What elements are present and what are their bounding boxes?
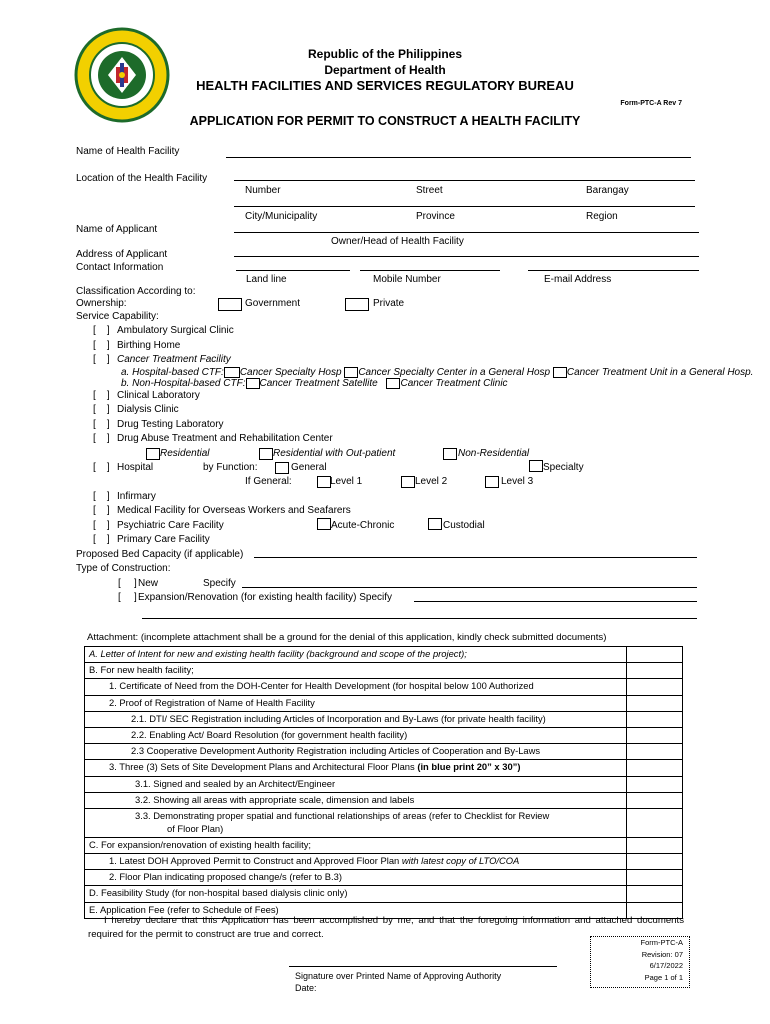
province-label: Province bbox=[416, 211, 455, 222]
attach-check-a[interactable] bbox=[627, 647, 683, 663]
attach-check-b33[interactable] bbox=[627, 808, 683, 837]
signature-date: Date: bbox=[295, 983, 317, 993]
attach-check-b[interactable] bbox=[627, 663, 683, 679]
level1-checkbox[interactable] bbox=[317, 476, 331, 488]
government-label: Government bbox=[245, 298, 301, 309]
private-label: Private bbox=[373, 298, 405, 309]
table-row bbox=[85, 711, 683, 727]
cancer-a2-label: Cancer Specialty Center in a General Hosp bbox=[358, 367, 551, 379]
attach-lto: with latest copy of LTO/COA bbox=[401, 855, 520, 867]
header-republic: Republic of the Philippines bbox=[307, 47, 462, 61]
construction-new-bracket-open[interactable]: [ bbox=[118, 578, 121, 589]
attach-row-b33: 3.3. Demonstrating proper spatial and functional relationships of areas (refer to Checklist for Review bbox=[135, 809, 550, 821]
custodial-checkbox[interactable] bbox=[428, 518, 442, 530]
bed-capacity-label: Proposed Bed Capacity (if applicable) bbox=[76, 549, 244, 560]
cancer-a3-checkbox[interactable] bbox=[553, 367, 567, 378]
attach-row-b2: 2. Proof of Registration of Name of Health Facility bbox=[85, 695, 627, 711]
table-row bbox=[85, 647, 683, 663]
cancer-a1-checkbox[interactable] bbox=[224, 367, 240, 378]
city-input[interactable] bbox=[234, 206, 695, 207]
mobile-input[interactable] bbox=[360, 270, 500, 271]
attach-row-b3-cell bbox=[85, 760, 627, 776]
service-infirmary: Infirmary bbox=[117, 491, 156, 502]
private-checkbox[interactable] bbox=[345, 298, 369, 311]
attach-row-a: A. Letter of Intent for new and existing health facility (background and scope of the project); bbox=[85, 647, 627, 663]
bracket-infirmary[interactable]: [ ] bbox=[93, 491, 110, 502]
service-drug-testing: Drug Testing Laboratory bbox=[117, 419, 224, 430]
construction-extra-line[interactable] bbox=[142, 618, 697, 619]
signature-label: Signature over Printed Name of Approving Authority bbox=[295, 971, 502, 981]
table-row bbox=[85, 776, 683, 792]
construction-new-bracket-close[interactable]: ] bbox=[134, 578, 137, 589]
table-row bbox=[85, 854, 683, 870]
construction-new-input[interactable] bbox=[242, 587, 697, 588]
attach-row-b31: 3.1. Signed and sealed by an Architect/Engineer bbox=[85, 776, 627, 792]
attach-row-b3: 3. Three (3) Sets of Site Development Plans and Architectural Floor Plans bbox=[109, 761, 415, 773]
cancer-a3-label: Cancer Treatment Unit in a General Hosp. bbox=[566, 367, 754, 379]
level3-label: Level 3 bbox=[501, 476, 534, 487]
attach-row-b32: 3.2. Showing all areas with appropriate scale, dimension and labels bbox=[85, 792, 627, 808]
construction-expansion-input[interactable] bbox=[414, 601, 697, 602]
email-label: E-mail Address bbox=[544, 274, 612, 285]
cancer-a2-checkbox[interactable] bbox=[344, 367, 358, 378]
residential-label: Residential bbox=[160, 448, 210, 459]
attach-check-b23[interactable] bbox=[627, 744, 683, 760]
attach-row-b33-cont: of Floor Plan) bbox=[167, 822, 224, 834]
attach-row-e: E. Application Fee (refer to Schedule of Fees) bbox=[85, 902, 627, 918]
facility-name-input[interactable] bbox=[226, 157, 691, 158]
service-capability-label: Service Capability: bbox=[76, 311, 159, 322]
cancer-a-row bbox=[121, 367, 753, 378]
attach-check-c2[interactable] bbox=[627, 870, 683, 886]
classification-label: Classification According to: bbox=[76, 286, 196, 297]
level2-label: Level 2 bbox=[415, 476, 448, 487]
bracket-drug-abuse[interactable]: [ ] bbox=[93, 433, 110, 444]
attach-row-b33-cell bbox=[85, 808, 627, 837]
service-birthing: Birthing Home bbox=[117, 340, 181, 351]
applicant-label: Name of Applicant bbox=[76, 224, 158, 235]
cancer-b-label: b. Non-Hospital-based CTF: bbox=[121, 378, 246, 390]
service-clinical-lab: Clinical Laboratory bbox=[117, 390, 200, 401]
cancer-b-row bbox=[121, 378, 508, 389]
form-code: Form-PTC-A Rev 7 bbox=[620, 100, 682, 107]
table-row bbox=[85, 744, 683, 760]
non-residential-label: Non-Residential bbox=[458, 448, 530, 459]
attachment-table bbox=[84, 646, 683, 919]
ownership-label: Ownership: bbox=[76, 298, 127, 309]
bed-capacity-input[interactable] bbox=[254, 557, 697, 558]
by-function-label: by Function: bbox=[203, 462, 258, 473]
level3-checkbox[interactable] bbox=[485, 476, 499, 488]
non-residential-checkbox[interactable] bbox=[443, 448, 457, 460]
attach-check-b22[interactable] bbox=[627, 727, 683, 743]
service-dialysis: Dialysis Clinic bbox=[117, 404, 179, 415]
table-row bbox=[85, 663, 683, 679]
bracket-psychiatric[interactable]: [ ] bbox=[93, 520, 110, 531]
cancer-b2-label: Cancer Treatment Clinic bbox=[400, 378, 508, 390]
table-row bbox=[85, 886, 683, 902]
attach-check-c[interactable] bbox=[627, 837, 683, 853]
address-input[interactable] bbox=[234, 256, 699, 257]
custodial-label: Custodial bbox=[443, 520, 485, 531]
construction-new-specify: Specify bbox=[203, 578, 236, 589]
attach-row-d: D. Feasibility Study (for non-hospital based dialysis clinic only) bbox=[85, 886, 627, 902]
service-cancer: Cancer Treatment Facility bbox=[117, 354, 231, 365]
specialty-checkbox[interactable] bbox=[529, 460, 543, 472]
government-checkbox[interactable] bbox=[218, 298, 242, 311]
cancer-b1-checkbox[interactable] bbox=[246, 378, 260, 389]
region-label: Region bbox=[586, 211, 618, 222]
attach-row-c2: 2. Floor Plan indicating proposed change/s (refer to B.3) bbox=[85, 870, 627, 886]
attach-check-b3[interactable] bbox=[627, 760, 683, 776]
cancer-a1-label: Cancer Specialty Hosp bbox=[239, 367, 342, 379]
acute-chronic-checkbox[interactable] bbox=[317, 518, 331, 530]
table-row bbox=[85, 695, 683, 711]
attach-row-b21: 2.1. DTI/ SEC Registration including Articles of Incorporation and By-Laws (for private health facility) bbox=[85, 711, 627, 727]
facility-name-label: Name of Health Facility bbox=[76, 146, 180, 157]
table-row bbox=[85, 870, 683, 886]
attach-row-b23: 2.3 Cooperative Development Authority Registration including Articles of Cooperation and By-Laws bbox=[85, 744, 627, 760]
applicant-input[interactable] bbox=[234, 232, 699, 233]
bracket-clinical-lab[interactable]: [ ] bbox=[93, 390, 110, 401]
attachment-intro: Attachment: (incomplete attachment shall be a ground for the denial of this application, kindly check submitted documents) bbox=[87, 632, 607, 643]
general-label: General bbox=[291, 462, 327, 473]
service-psychiatric: Psychiatric Care Facility bbox=[117, 520, 224, 531]
residential-checkbox[interactable] bbox=[146, 448, 160, 460]
location-input[interactable] bbox=[234, 180, 695, 181]
bracket-dialysis[interactable]: [ ] bbox=[93, 404, 110, 415]
construction-expansion-label: Expansion/Renovation (for existing health facility) Specify bbox=[138, 592, 393, 603]
if-general-label: If General: bbox=[245, 476, 292, 487]
residential-outpatient-checkbox[interactable] bbox=[259, 448, 273, 460]
residential-outpatient-label: Residential with Out-patient bbox=[273, 448, 396, 459]
table-row bbox=[85, 837, 683, 853]
construction-exp-bracket-open[interactable]: [ bbox=[118, 592, 121, 603]
attach-check-b32[interactable] bbox=[627, 792, 683, 808]
bracket-birthing[interactable]: [ ] bbox=[93, 340, 110, 351]
level2-checkbox[interactable] bbox=[401, 476, 415, 488]
cancer-b2-checkbox[interactable] bbox=[386, 378, 400, 389]
attach-row-c1: 1. Latest DOH Approved Permit to Construct and Approved Floor Plan bbox=[109, 855, 400, 867]
table-row bbox=[85, 808, 683, 837]
revision-number: Revision: 07 bbox=[641, 949, 683, 959]
location-label: Location of the Health Facility bbox=[76, 173, 208, 184]
street-label: Street bbox=[416, 185, 443, 196]
header-bureau: HEALTH FACILITIES AND SERVICES REGULATORY BUREAU bbox=[196, 78, 574, 93]
general-checkbox[interactable] bbox=[275, 462, 289, 474]
declaration-text: I hereby declare that this Application has been accomplished by me, and that the foregoing information and attached documents required for the permit to construct are true and correct. bbox=[88, 915, 684, 940]
attach-check-c1[interactable] bbox=[627, 854, 683, 870]
city-label: City/Municipality bbox=[245, 211, 318, 222]
number-label: Number bbox=[245, 185, 281, 196]
landline-label: Land line bbox=[246, 274, 287, 285]
table-row bbox=[85, 760, 683, 776]
email-input[interactable] bbox=[528, 270, 699, 271]
header-department: Department of Health bbox=[324, 63, 446, 77]
page-title: APPLICATION FOR PERMIT TO CONSTRUCT A HEALTH FACILITY bbox=[189, 114, 581, 128]
specialty-label: Specialty bbox=[543, 462, 584, 473]
construction-label: Type of Construction: bbox=[76, 563, 171, 574]
service-drug-abuse: Drug Abuse Treatment and Rehabilitation Center bbox=[117, 433, 333, 444]
attach-check-b21[interactable] bbox=[627, 711, 683, 727]
bracket-ambulatory[interactable]: [ ] bbox=[93, 325, 110, 336]
bracket-primary-care[interactable]: [ ] bbox=[93, 534, 110, 545]
landline-input[interactable] bbox=[236, 270, 350, 271]
table-row bbox=[85, 727, 683, 743]
revision-form: Form-PTC-A bbox=[640, 938, 683, 947]
attach-check-b1[interactable] bbox=[627, 679, 683, 695]
bracket-medical-ofw[interactable]: [ ] bbox=[93, 505, 110, 516]
barangay-label: Barangay bbox=[586, 185, 629, 196]
attach-row-c1-cell bbox=[85, 854, 627, 870]
level1-label: Level 1 bbox=[330, 476, 363, 487]
revision-page: Page 1 of 1 bbox=[644, 972, 683, 982]
construction-new-label: New bbox=[138, 578, 159, 589]
attach-check-b2[interactable] bbox=[627, 695, 683, 711]
cancer-a-label: a. Hospital-based CTF: bbox=[121, 367, 224, 379]
service-hospital: Hospital bbox=[117, 462, 154, 473]
owner-head-label: Owner/Head of Health Facility bbox=[331, 236, 464, 247]
attach-blue-print: (in blue print 20” x 30”) bbox=[417, 761, 521, 773]
attach-row-c: C. For expansion/renovation of existing health facility; bbox=[85, 837, 627, 853]
attach-row-b1: 1. Certificate of Need from the DOH-Center for Health Development (for hospital below 100 Authorized bbox=[85, 679, 627, 695]
attach-check-d[interactable] bbox=[627, 886, 683, 902]
bracket-cancer[interactable]: [ ] bbox=[93, 354, 110, 365]
revision-date: 6/17/2022 bbox=[649, 961, 683, 970]
attach-row-b22: 2.2. Enabling Act/ Board Resolution (for government health facility) bbox=[85, 727, 627, 743]
bracket-hospital[interactable]: [ ] bbox=[93, 462, 110, 473]
acute-chronic-label: Acute-Chronic bbox=[331, 520, 395, 531]
signature-line[interactable] bbox=[289, 966, 557, 967]
mobile-label: Mobile Number bbox=[373, 274, 441, 285]
contact-label: Contact Information bbox=[76, 262, 164, 273]
revision-box bbox=[590, 936, 690, 988]
attach-row-b: B. For new health facility; bbox=[85, 663, 627, 679]
bracket-drug-testing[interactable]: [ ] bbox=[93, 419, 110, 430]
service-primary-care: Primary Care Facility bbox=[117, 534, 210, 545]
table-row bbox=[85, 792, 683, 808]
service-ambulatory: Ambulatory Surgical Clinic bbox=[117, 325, 234, 336]
table-row bbox=[85, 679, 683, 695]
construction-exp-bracket-close[interactable]: ] bbox=[134, 592, 137, 603]
address-label: Address of Applicant bbox=[76, 249, 168, 260]
attach-check-b31[interactable] bbox=[627, 776, 683, 792]
service-medical-ofw: Medical Facility for Overseas Workers and Seafarers bbox=[117, 505, 351, 516]
cancer-b1-label: Cancer Treatment Satellite bbox=[259, 378, 378, 390]
